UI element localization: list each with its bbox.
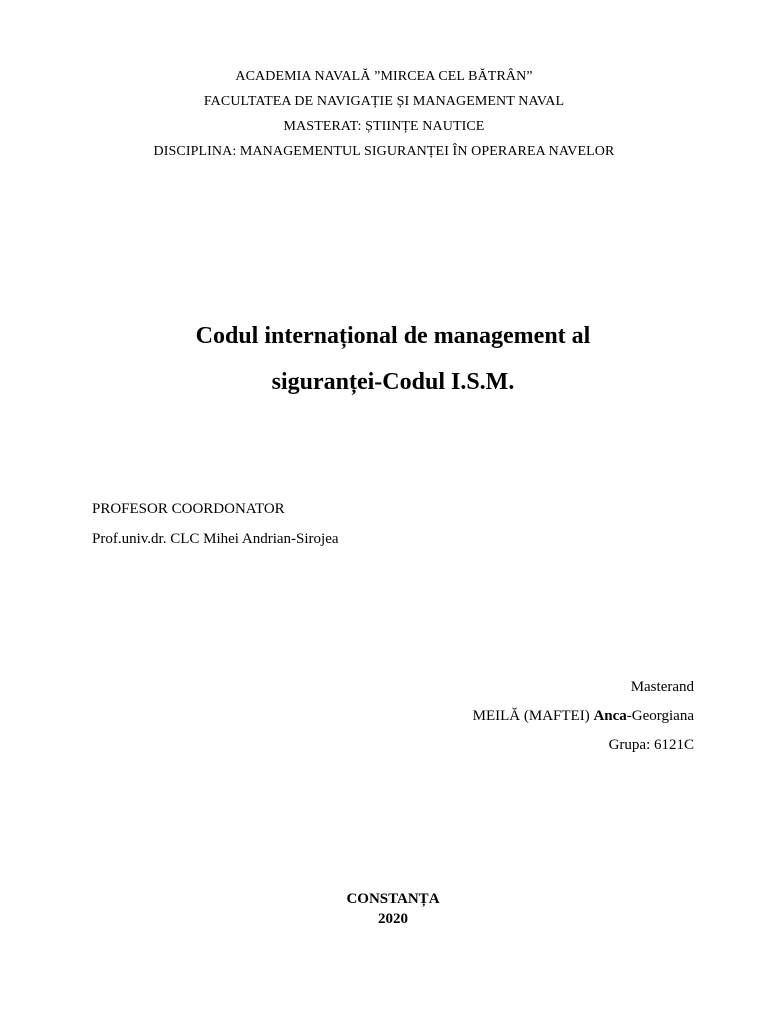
student-first-name-rest: -Georgiana <box>626 708 694 724</box>
city: CONSTANȚA <box>346 891 440 907</box>
student-surname: MEILĂ (MAFTEI) <box>472 708 594 724</box>
document-title-line-2: siguranței-Codul I.S.M. <box>271 369 515 395</box>
student-first-name-bold: Anca <box>593 708 627 724</box>
year: 2020 <box>378 911 408 927</box>
discipline-name: DISCIPLINA: MANAGEMENTUL SIGURANȚEI ÎN OPERAREA NAVELOR <box>153 144 615 159</box>
document-title-line-1: Codul internațional de management al <box>195 323 591 349</box>
institution-name: ACADEMIA NAVALĂ ”MIRCEA CEL BĂTRÂN” <box>235 69 533 84</box>
coordinator-heading: PROFESOR COORDONATOR <box>92 501 285 517</box>
coordinator-name: Prof.univ.dr. CLC Mihei Andrian-Sirojea <box>92 531 339 547</box>
student-name <box>473 707 694 725</box>
student-group: Grupa: 6121C <box>608 737 694 753</box>
master-program: MASTERAT: ȘTIINȚE NAUTICE <box>283 119 485 134</box>
faculty-name: FACULTATEA DE NAVIGAȚIE ȘI MANAGEMENT NAVAL <box>203 94 565 109</box>
student-role: Masterand <box>630 679 694 695</box>
